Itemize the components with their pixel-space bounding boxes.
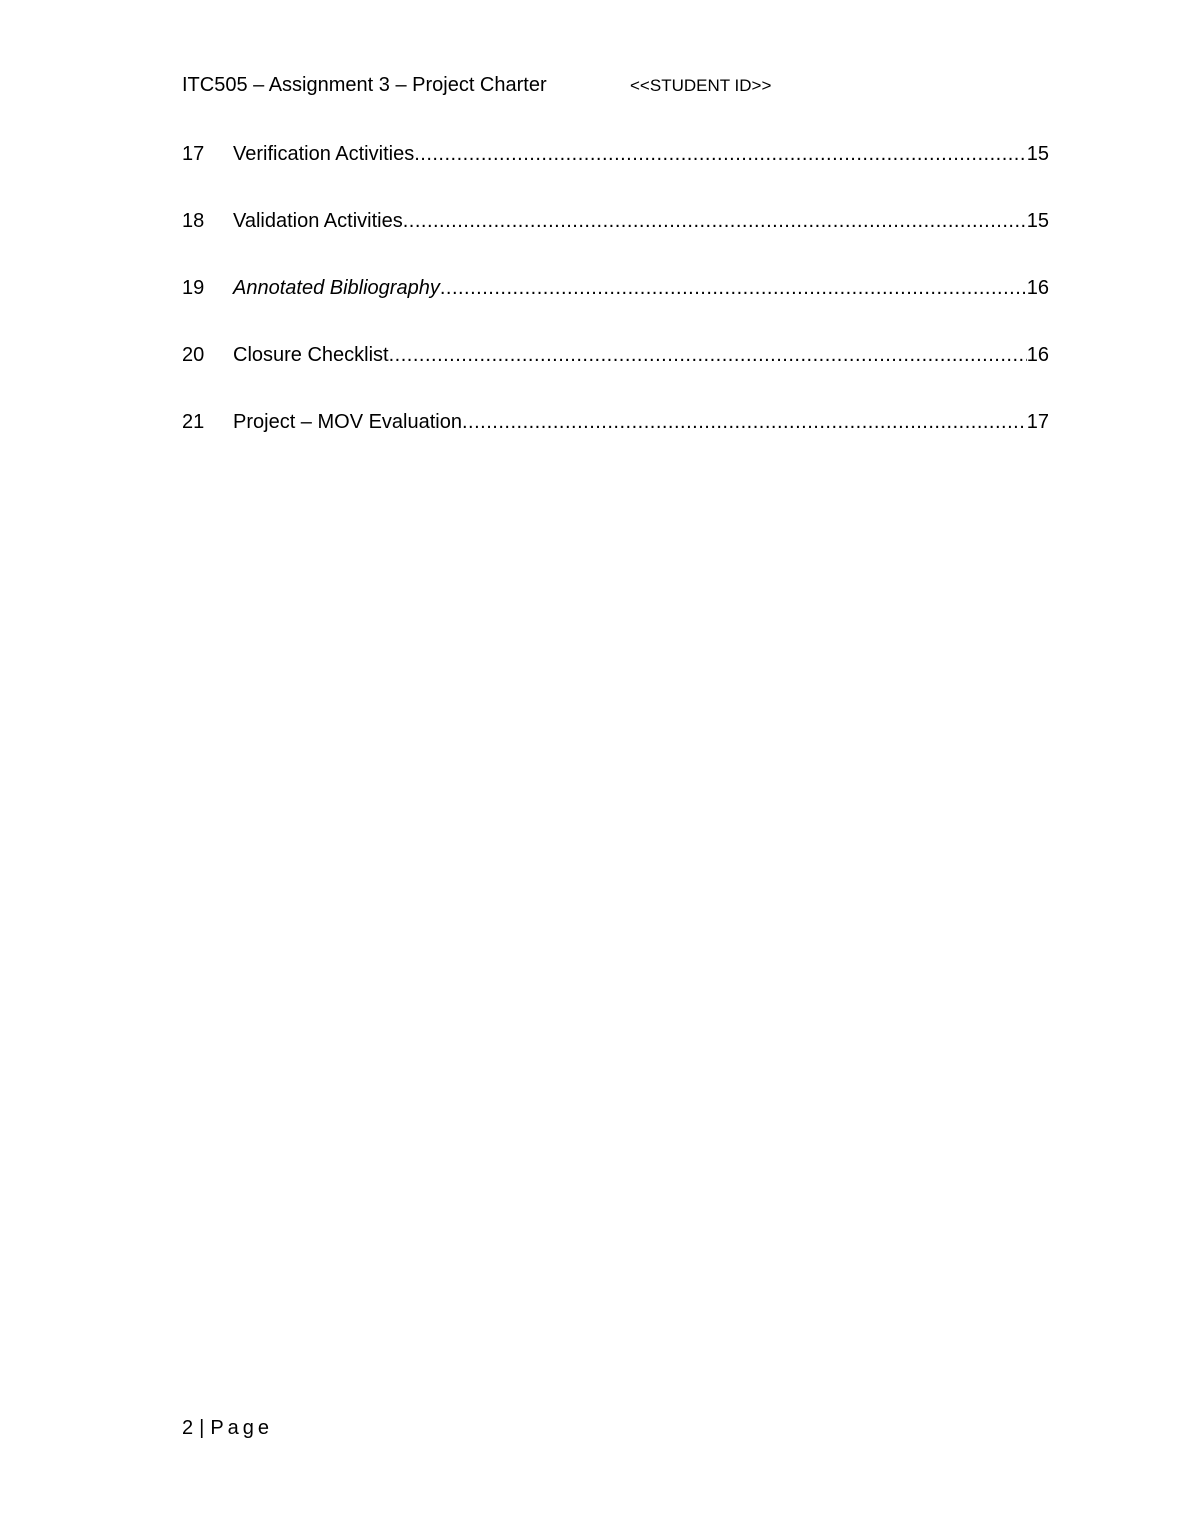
toc-dot-leader: [403, 208, 1027, 234]
toc-entry[interactable]: [182, 275, 1049, 301]
toc-entry-number: 18: [182, 210, 205, 232]
footer-page-label: Page: [210, 1417, 274, 1439]
toc-entry-number: 20: [182, 344, 205, 366]
toc-dot-leader: [462, 409, 1027, 435]
toc-dot-leader: [414, 141, 1027, 167]
toc-entry-page: 15: [1026, 210, 1049, 232]
toc-entry-title: Verification Activities: [233, 143, 415, 165]
toc-entry-title: Annotated Bibliography: [233, 277, 440, 299]
footer-separator: |: [199, 1417, 205, 1439]
toc-entry[interactable]: [182, 409, 1049, 435]
toc-entry-page: 16: [1026, 277, 1049, 299]
toc-entry-number: 19: [182, 277, 205, 299]
header-student-id: <<STUDENT ID>>: [630, 76, 772, 95]
toc-entry-number: 21: [182, 411, 205, 433]
toc-entry-title: Project – MOV Evaluation: [233, 411, 462, 433]
toc-entry-number: 17: [182, 143, 205, 165]
page-header: [182, 72, 1049, 98]
header-title: ITC505 – Assignment 3 – Project Charter: [182, 74, 547, 96]
toc-entry-page: 17: [1026, 411, 1049, 433]
toc-entry[interactable]: [182, 141, 1049, 167]
toc-entry-page: 16: [1026, 344, 1049, 366]
toc-entry[interactable]: [182, 208, 1049, 234]
toc-dot-leader: [440, 275, 1027, 301]
table-of-contents: [182, 141, 1049, 476]
toc-entry-title: Validation Activities: [233, 210, 403, 232]
toc-dot-leader: [389, 342, 1027, 368]
toc-entry-page: 15: [1026, 143, 1049, 165]
page-footer: [182, 1415, 273, 1441]
toc-entry[interactable]: [182, 342, 1049, 368]
toc-entry-title: Closure Checklist: [233, 344, 389, 366]
footer-page-number: 2: [182, 1417, 194, 1439]
